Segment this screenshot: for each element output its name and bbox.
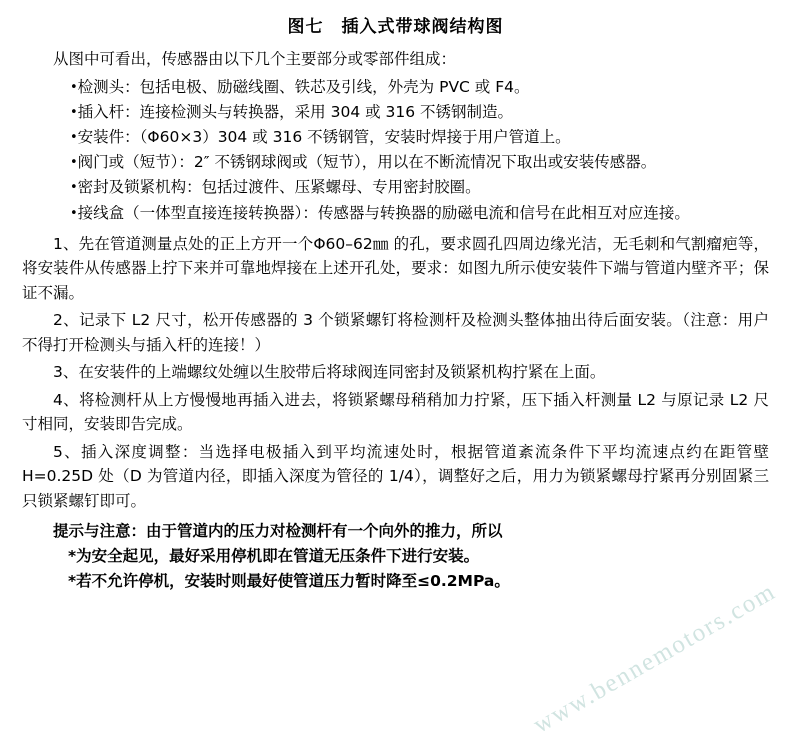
step-paragraph-2: 2、记录下 L2 尺寸，松开传感器的 3 个锁紧螺钉将检测杆及检测头整体抽出待后面安装。（注意：用户不得打开检测头与插入杆的连接！） <box>22 311 769 354</box>
list-item-label: 插入杆：连接检测头与转换器，采用 304 或 316 不锈钢制造。 <box>77 103 514 122</box>
bullet-icon: • <box>70 79 78 95</box>
list-item <box>22 75 769 100</box>
notes-section <box>22 519 769 594</box>
component-list <box>22 75 769 226</box>
step-paragraph-3: 3、在安装件的上端螺纹处缠以生胶带后将球阀连同密封及锁紧机构拧紧在上面。 <box>53 363 606 382</box>
list-item-label: 检测头：包括电极、励磁线圈、铁芯及引线，外壳为 PVC 或 F4。 <box>77 78 530 97</box>
list-item-label: 安装件：（Φ60×3）304 或 316 不锈钢管，安装时焊接于用户管道上。 <box>77 128 571 147</box>
watermark-text: www.bennemotors.com <box>528 577 781 739</box>
list-item-label: 阀门或（短节）：2″ 不锈钢球阀或（短节），用以在不断流情况下取出或安装传感器。 <box>77 153 657 172</box>
lead-paragraph: 从图中可看出，传感器由以下几个主要部分或零部件组成： <box>53 50 457 68</box>
bullet-icon: • <box>70 105 78 121</box>
bullet-icon: • <box>70 205 78 221</box>
bullet-icon: • <box>70 130 78 146</box>
list-item-label: 密封及锁紧机构：包括过渡件、压紧螺母、专用密封胶圈。 <box>77 178 481 197</box>
document-content <box>22 12 769 594</box>
note-line-2: *为安全起见，最好采用停机即在管道无压条件下进行安装。 <box>68 547 480 566</box>
step-paragraph-1: 1、先在管道测量点处的正上方开一个Φ60–62㎜ 的孔，要求圆孔四周边缘光洁，无毛刺和气割瘤疤等，将安装件从传感器上拧下来并可靠地焊接在上述开孔处，要求：如图九所示使安装件下端与管道内壁齐平；保证不漏。 <box>22 234 769 302</box>
page-title: 图七 插入式带球阀结构图 <box>287 17 504 37</box>
step-paragraph-5: 5、插入深度调整：当选择电极插入到平均流速处时，根据管道紊流条件下平均流速点约在距管壁 H=0.25D 处（D 为管道内径，即插入深度为管径的 1/4），调整好之后，用力为锁紧螺母拧紧再分别固紧三只锁紧螺钉即可。 <box>22 442 769 510</box>
bullet-icon: • <box>70 155 78 171</box>
step-paragraph-4: 4、将检测杆从上方慢慢地再插入进去，将锁紧螺母稍稍加力拧紧，压下插入杆测量 L2 与原记录 L2 尺寸相同，安装即告完成。 <box>22 390 769 434</box>
note-line-3: *若不允许停机，安装时则最好使管道压力暂时降至≤0.2MPa。 <box>68 572 510 591</box>
list-item <box>22 150 769 175</box>
list-item <box>22 175 769 200</box>
bullet-icon: • <box>70 180 78 196</box>
list-item <box>22 100 769 125</box>
list-item <box>22 201 769 226</box>
note-line-1: 提示与注意：由于管道内的压力对检测杆有一个向外的推力，所以 <box>53 522 503 540</box>
list-item <box>22 125 769 150</box>
list-item-label: 接线盒（一体型直接连接转换器）：传感器与转换器的励磁电流和信号在此相互对应连接。 <box>77 203 690 222</box>
